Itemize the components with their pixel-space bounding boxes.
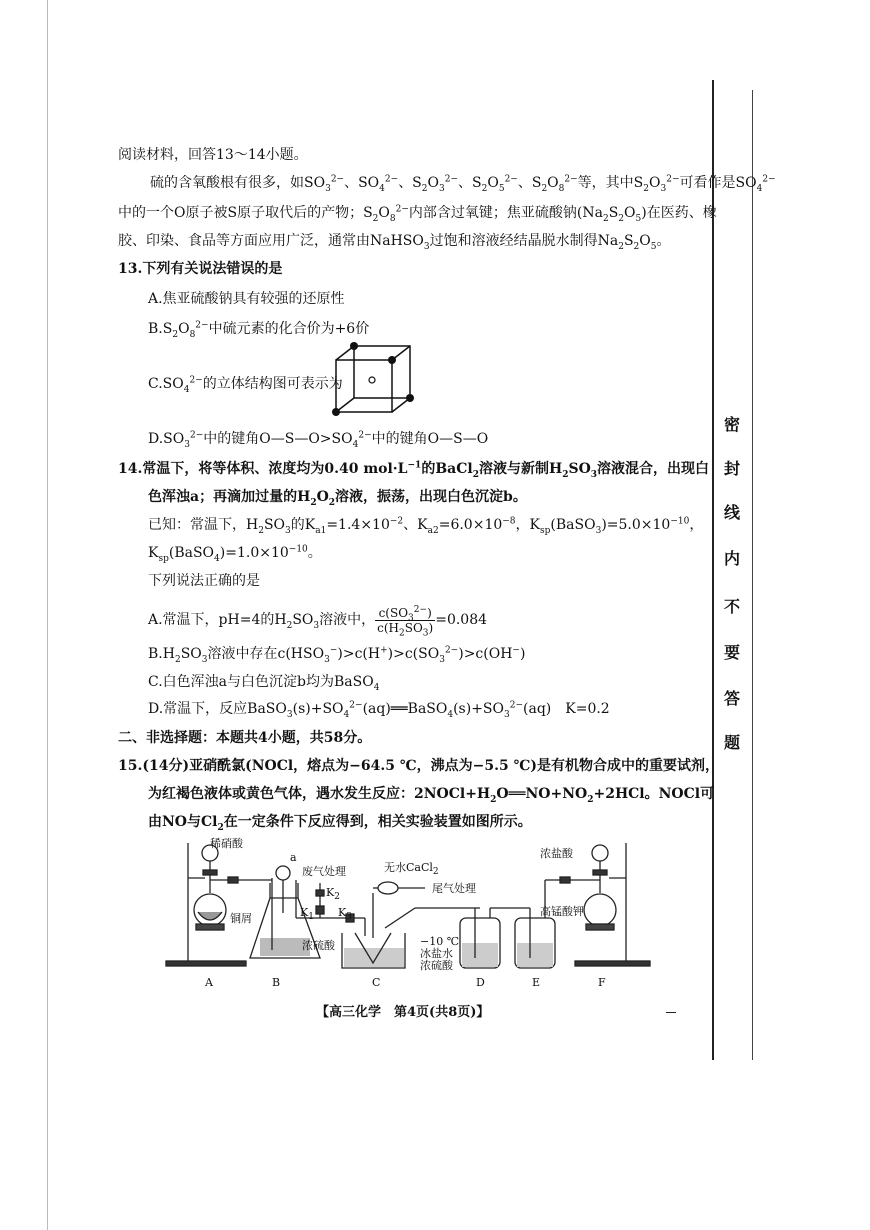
page-footer: 【高三化学 第4页(共8页)】: [316, 1005, 490, 1020]
label-dilute-nitric-acid: 稀硝酸: [210, 837, 243, 850]
reading-intro: 阅读材料，回答13～14小题。: [118, 147, 308, 163]
binding-line-outer: [752, 90, 753, 1060]
label-a: a: [290, 851, 297, 864]
q13-option-c: $C.SO_4^{2-}$的立体结构图可表示为: [148, 375, 343, 395]
label-tail-gas-treatment: 尾气处理: [432, 882, 476, 895]
seal-char: 题: [724, 733, 741, 752]
left-margin-rule: [47, 0, 48, 1230]
q14-known-line-2: $K_{sp}(BaSO_4)=1.0\times 10^{-10}$。: [148, 544, 322, 564]
label-minus-10c: −10 ℃: [420, 935, 460, 948]
section-two-heading: 二、非选择题：本题共4小题，共58分。: [118, 730, 372, 746]
label-apparatus-b: B: [272, 976, 281, 989]
label-anhydrous-cacl2: 无水CaCl$_2$: [384, 861, 439, 878]
label-k1: $K_1$: [300, 906, 314, 923]
q15-line-1: 15.(14分)亚硝酰氯(NOCl，熔点为−64.5 ℃，沸点为−5.5 ℃)是有机物合成中的重要试剂，: [118, 758, 720, 774]
label-apparatus-a: A: [205, 976, 213, 989]
label-exhaust-treatment: 废气处理: [302, 865, 346, 878]
label-apparatus-e: E: [532, 976, 541, 989]
q15-line-3: 由NO与$Cl_2$在一定条件下反应得到，相关实验装置如图所示。: [148, 814, 532, 833]
q14-option-a: A.常温下，pH=4的$H_2SO_3$溶液中， $\frac{c(SO_3^{2-})}{c(H_2SO_3)}$ =0.084: [148, 604, 488, 638]
q13-option-d: $D.SO_3^{2-}$中的键角$O—S—O>SO_4^{2-}$中的键角O—S—O: [148, 430, 489, 450]
seal-char: 线: [724, 503, 741, 522]
seal-char: 内: [724, 549, 741, 568]
passage-line-2: 中的一个O原子被S原子取代后的产物；$S_2O_8^{2-}$内部含过氧键；焦亚硫酸钠$(Na_2S_2O_5)$在医药、橡: [118, 204, 717, 224]
apparatus-diagram: [160, 838, 660, 973]
q14-option-d: D.常温下，反应$BaSO_3(s)+SO_4^{2-}(aq)══BaSO_4(s)+SO_3^{2-}(aq)$ K=0.2: [148, 700, 610, 720]
q15-line-2: 为红褐色液体或黄色气体，遇水发生反应：$2NOCl+H_2O══NO+NO_2+2HCl$。NOCl可: [148, 786, 715, 805]
label-apparatus-f: F: [598, 976, 606, 989]
label-k3: $K_3$: [338, 906, 352, 923]
seal-char: 封: [724, 459, 741, 478]
passage-line-3: 胶、印染、食品等方面应用广泛，通常由NaHSO$_3$过饱和溶液经结晶脱水制得$Na_2S_2O_5$。: [118, 233, 671, 252]
label-potassium-permanganate: 高锰酸钾: [540, 905, 584, 918]
footer-dash: [666, 1012, 676, 1013]
seal-char: 密: [724, 415, 741, 434]
cube-structure-diagram: [330, 340, 415, 420]
seal-char: 答: [724, 689, 741, 708]
label-conc-sulfuric-acid-d: 浓硫酸: [420, 959, 453, 972]
q14-ask: 下列说法正确的是: [148, 573, 260, 589]
label-ice-salt-water: 冰盐水: [420, 947, 453, 960]
seal-char: 要: [724, 643, 741, 662]
q13-option-a: A.焦亚硫酸钠具有较强的还原性: [148, 291, 345, 307]
q14-option-b: $B.H_2SO_3$溶液中存在$c(HSO_3^-)>c(H^+)>c(SO_3^{2-})>c(OH^-)$: [148, 645, 526, 665]
label-apparatus-d: D: [476, 976, 485, 989]
q14-known-line-1: 已知：常温下，$H_2SO_3$的$K_{a1}=1.4\times 10^{-2}$、$K_{a2}=6.0\times 10^{-8}$，$K_{sp}(BaSO_3)=5.0\times 10^{-10}$，: [148, 516, 704, 536]
q14-stem-line-2: 色浑浊a；再滴加过量的$H_2O_2$溶液，振荡，出现白色沉淀b。: [148, 489, 527, 508]
q14-option-c: C.白色浑浊a与白色沉淀b均为BaSO$_4$: [148, 674, 380, 693]
binding-line: [712, 80, 714, 1060]
label-conc-sulfuric-acid-b: 浓硫酸: [302, 939, 335, 952]
passage-line-1: 硫的含氧酸根有很多，如$SO_3^{2-}$、$SO_4^{2-}$、$S_2O_3^{2-}$、$S_2O_5^{2-}$、$S_2O_8^{2-}$等，其中$S_2O_3^{2-}$可看作是$SO_4^{2-}$: [150, 174, 776, 194]
q14-stem-line-1: 14.常温下，将等体积、浓度均为0.40 $mol\cdot L^{-1}$的BaCl$_2$溶液与新制$H_2SO_3$溶液混合，出现白: [118, 460, 710, 480]
seal-char: 不: [724, 597, 741, 616]
q13-option-b: $B.S_2O_8^{2-}$中硫元素的化合价为+6价: [148, 320, 370, 340]
label-apparatus-c: C: [372, 976, 381, 989]
label-k2: $K_2$: [326, 886, 340, 903]
q13-stem: 13.下列有关说法错误的是: [118, 261, 283, 277]
label-conc-hydrochloric-acid: 浓盐酸: [540, 847, 573, 860]
label-copper-shavings: 铜屑: [230, 912, 252, 925]
